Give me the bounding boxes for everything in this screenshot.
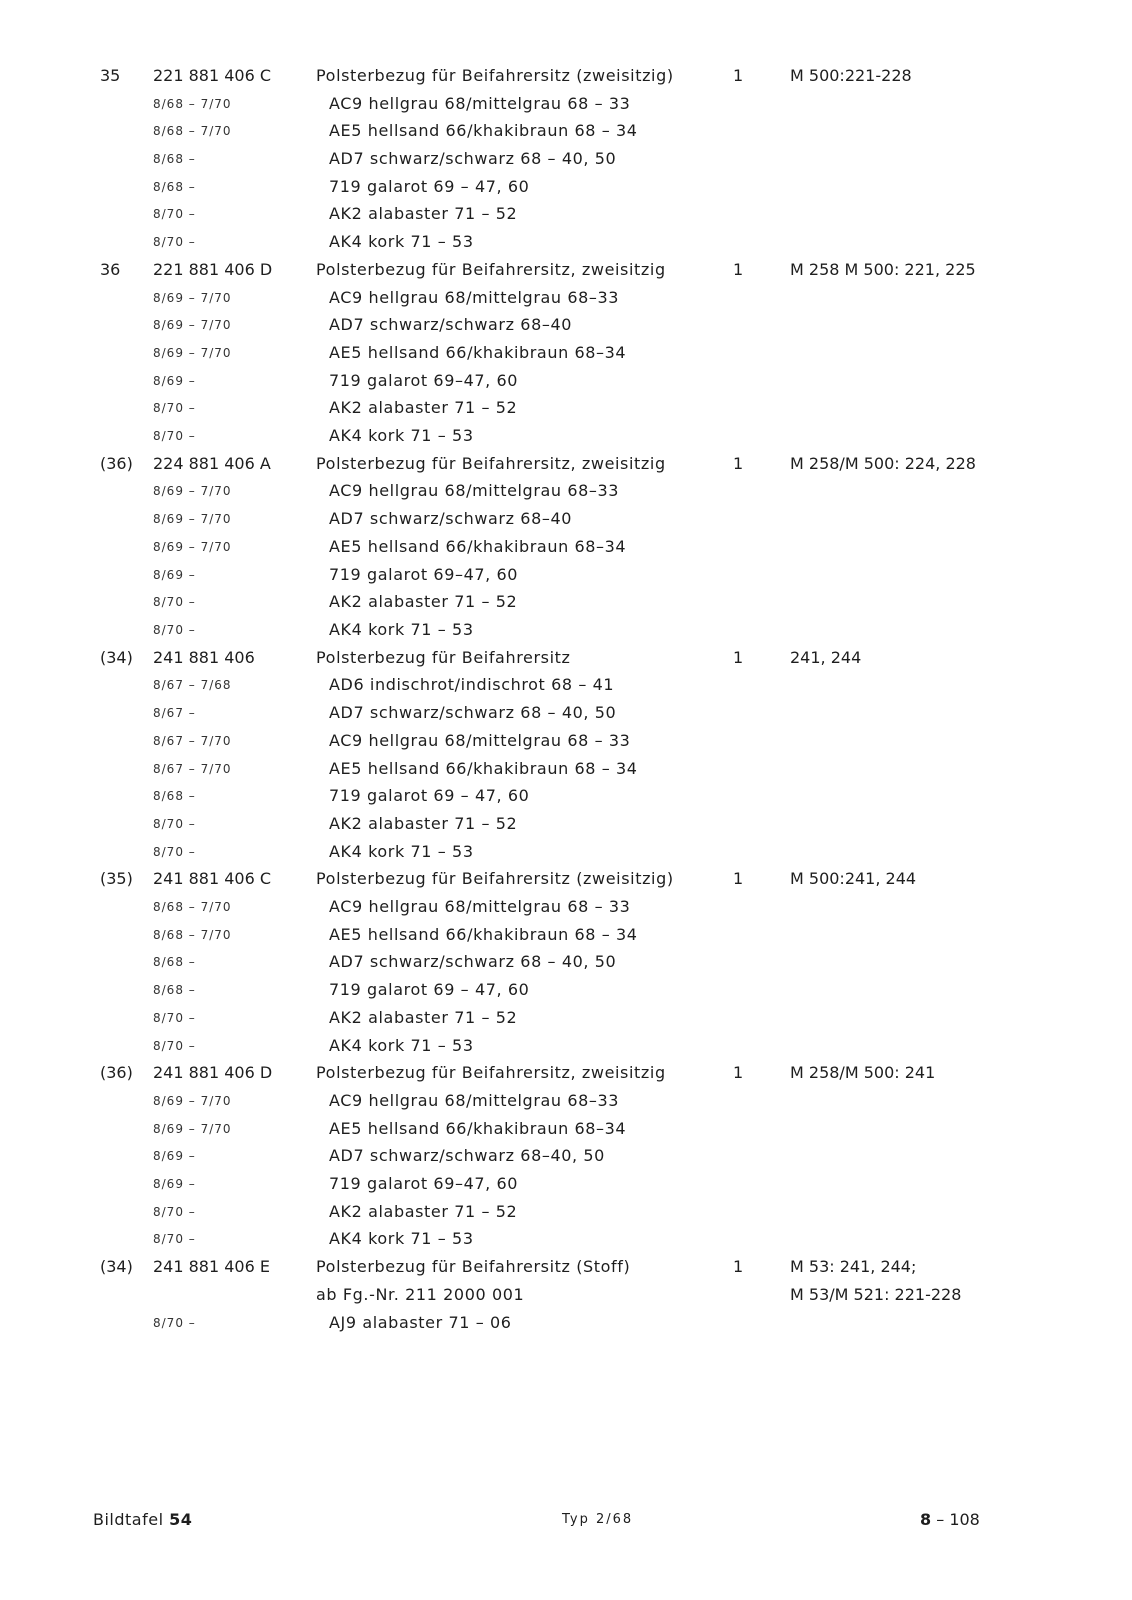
validity-date: 8/70 –: [153, 817, 196, 831]
validity-date: 8/70 –: [153, 595, 196, 609]
color-variant: AK4 kork 71 – 53: [329, 620, 474, 639]
color-variant-row: [0, 506, 1132, 532]
part-description: Polsterbezug für Beifahrersitz, zweisitzig: [316, 260, 666, 279]
part-number: 241 881 406 C: [153, 869, 272, 888]
part-number: 224 881 406 A: [153, 454, 271, 473]
part-entry: [0, 645, 1132, 671]
color-variant-row: [0, 977, 1132, 1003]
color-variant-row: [0, 783, 1132, 809]
validity-date: 8/67 – 7/70: [153, 734, 232, 748]
model-applicability-2: M 53/M 521: 221-228: [790, 1285, 962, 1304]
color-variant: AE5 hellsand 66/khakibraun 68–34: [329, 1119, 627, 1138]
validity-date: 8/70 –: [153, 235, 196, 249]
color-variant: 719 galarot 69 – 47, 60: [329, 980, 530, 999]
color-variant: AD6 indischrot/indischrot 68 – 41: [329, 675, 615, 694]
part-description: Polsterbezug für Beifahrersitz (Stoff): [316, 1257, 631, 1276]
part-entry: [0, 1060, 1132, 1086]
validity-date: 8/70 –: [153, 623, 196, 637]
color-variant-row: [0, 589, 1132, 615]
validity-date: 8/69 – 7/70: [153, 291, 232, 305]
color-variant-row: [0, 922, 1132, 948]
validity-date: 8/69 –: [153, 374, 196, 388]
color-variant: AC9 hellgrau 68/mittelgrau 68–33: [329, 1091, 620, 1110]
validity-date: 8/69 –: [153, 568, 196, 582]
color-variant: AJ9 alabaster 71 – 06: [329, 1313, 512, 1332]
color-variant: AK4 kork 71 – 53: [329, 232, 474, 251]
color-variant-row: [0, 1171, 1132, 1197]
part-number: 241 881 406 D: [153, 1063, 273, 1082]
color-variant: AC9 hellgrau 68/mittelgrau 68–33: [329, 481, 620, 500]
color-variant-row: [0, 229, 1132, 255]
part-number: 221 881 406 D: [153, 260, 273, 279]
color-variant-row: [0, 534, 1132, 560]
validity-date: 8/68 –: [153, 180, 196, 194]
validity-date: 8/69 – 7/70: [153, 318, 232, 332]
color-variant-row: [0, 1005, 1132, 1031]
color-variant-row: [0, 700, 1132, 726]
part-entry: [0, 451, 1132, 477]
part-number: 241 881 406: [153, 648, 255, 667]
color-variant-row: [0, 1116, 1132, 1142]
validity-date: 8/69 – 7/70: [153, 540, 232, 554]
color-variant: 719 galarot 69 – 47, 60: [329, 786, 530, 805]
position-number: (36): [100, 454, 133, 473]
footer-type: Typ 2/68: [562, 1512, 634, 1527]
color-variant: 719 galarot 69–47, 60: [329, 1174, 519, 1193]
color-variant-row: [0, 423, 1132, 449]
quantity: 1: [733, 1257, 744, 1276]
color-variant: ab Fg.-Nr. 211 2000 001: [316, 1285, 525, 1304]
part-number: 221 881 406 C: [153, 66, 272, 85]
footer-plate-number: 54: [169, 1510, 193, 1529]
position-number: 36: [100, 260, 121, 279]
color-variant-row: [0, 672, 1132, 698]
color-variant: AK2 alabaster 71 – 52: [329, 1008, 518, 1027]
position-number: 35: [100, 66, 121, 85]
color-variant-row: [0, 728, 1132, 754]
validity-date: 8/70 –: [153, 1232, 196, 1246]
color-variant-row: [0, 756, 1132, 782]
position-number: (34): [100, 648, 133, 667]
color-variant: AK2 alabaster 71 – 52: [329, 204, 518, 223]
validity-date: 8/67 – 7/70: [153, 762, 232, 776]
quantity: 1: [733, 260, 744, 279]
color-variant: AE5 hellsand 66/khakibraun 68–34: [329, 343, 627, 362]
validity-date: 8/69 – 7/70: [153, 1094, 232, 1108]
color-variant-row: [0, 1033, 1132, 1059]
color-variant: AD7 schwarz/schwarz 68 – 40, 50: [329, 952, 617, 971]
part-entry: [0, 866, 1132, 892]
model-applicability: M 500:221-228: [790, 66, 912, 85]
color-variant: AK4 kork 71 – 53: [329, 426, 474, 445]
validity-date: 8/68 – 7/70: [153, 124, 232, 138]
validity-date: 8/68 – 7/70: [153, 928, 232, 942]
validity-date: 8/68 –: [153, 983, 196, 997]
position-number: (36): [100, 1063, 133, 1082]
color-variant-row: [0, 285, 1132, 311]
part-description: Polsterbezug für Beifahrersitz, zweisitzig: [316, 454, 666, 473]
validity-date: 8/70 –: [153, 1039, 196, 1053]
model-applicability: M 258 M 500: 221, 225: [790, 260, 976, 279]
color-variant-row: [0, 91, 1132, 117]
color-variant-row: [0, 368, 1132, 394]
validity-date: 8/68 –: [153, 152, 196, 166]
color-variant: AK2 alabaster 71 – 52: [329, 814, 518, 833]
part-number: 241 881 406 E: [153, 1257, 270, 1276]
color-variant-row: [0, 201, 1132, 227]
color-variant: AE5 hellsand 66/khakibraun 68 – 34: [329, 121, 638, 140]
quantity: 1: [733, 454, 744, 473]
part-entry: [0, 1254, 1132, 1280]
color-variant: AC9 hellgrau 68/mittelgrau 68 – 33: [329, 731, 631, 750]
color-variant: AE5 hellsand 66/khakibraun 68 – 34: [329, 925, 638, 944]
quantity: 1: [733, 648, 744, 667]
color-variant: AD7 schwarz/schwarz 68–40, 50: [329, 1146, 605, 1165]
color-variant-row: [0, 811, 1132, 837]
color-variant-row: [0, 174, 1132, 200]
validity-date: 8/70 –: [153, 207, 196, 221]
color-variant: AK2 alabaster 71 – 52: [329, 1202, 518, 1221]
model-applicability: M 258/M 500: 224, 228: [790, 454, 976, 473]
footer-page-number: [920, 1510, 980, 1529]
color-variant: 719 galarot 69–47, 60: [329, 371, 519, 390]
quantity: 1: [733, 1063, 744, 1082]
part-entry: [0, 63, 1132, 89]
color-variant-row: [0, 949, 1132, 975]
validity-date: 8/70 –: [153, 401, 196, 415]
part-entry: [0, 257, 1132, 283]
color-variant-row: [0, 1310, 1132, 1336]
validity-date: 8/69 – 7/70: [153, 346, 232, 360]
model-applicability: M 53: 241, 244;: [790, 1257, 917, 1276]
color-variant: AD7 schwarz/schwarz 68 – 40, 50: [329, 703, 617, 722]
color-variant-row: [0, 562, 1132, 588]
footer-plate-label: Bildtafel: [93, 1510, 164, 1529]
color-variant-row: [0, 617, 1132, 643]
validity-date: 8/70 –: [153, 1205, 196, 1219]
position-number: (35): [100, 869, 133, 888]
validity-date: 8/69 – 7/70: [153, 1122, 232, 1136]
part-description: Polsterbezug für Beifahrersitz (zweisitzig): [316, 869, 674, 888]
footer-plate: [93, 1510, 192, 1529]
validity-date: 8/69 – 7/70: [153, 512, 232, 526]
validity-date: 8/68 –: [153, 955, 196, 969]
footer-section: 8: [920, 1510, 932, 1529]
color-variant-row: [0, 478, 1132, 504]
color-variant: AD7 schwarz/schwarz 68–40: [329, 509, 573, 528]
color-variant: 719 galarot 69–47, 60: [329, 565, 519, 584]
part-description: Polsterbezug für Beifahrersitz: [316, 648, 571, 667]
color-variant: AK4 kork 71 – 53: [329, 842, 474, 861]
validity-date: 8/68 –: [153, 789, 196, 803]
color-variant-row: [0, 894, 1132, 920]
validity-date: 8/70 –: [153, 429, 196, 443]
footer-page: – 108: [936, 1510, 980, 1529]
color-variant-row: [0, 1199, 1132, 1225]
validity-date: 8/67 –: [153, 706, 196, 720]
color-variant: AC9 hellgrau 68/mittelgrau 68–33: [329, 288, 620, 307]
color-variant-row: [0, 340, 1132, 366]
model-applicability: 241, 244: [790, 648, 862, 667]
quantity: 1: [733, 66, 744, 85]
color-variant: AK4 kork 71 – 53: [329, 1036, 474, 1055]
validity-date: 8/67 – 7/68: [153, 678, 232, 692]
color-variant: AK2 alabaster 71 – 52: [329, 592, 518, 611]
part-description: Polsterbezug für Beifahrersitz, zweisitzig: [316, 1063, 666, 1082]
color-variant: AD7 schwarz/schwarz 68 – 40, 50: [329, 149, 617, 168]
validity-date: 8/70 –: [153, 845, 196, 859]
color-variant: AD7 schwarz/schwarz 68–40: [329, 315, 573, 334]
validity-date: 8/69 – 7/70: [153, 484, 232, 498]
model-applicability: M 500:241, 244: [790, 869, 917, 888]
validity-date: 8/70 –: [153, 1316, 196, 1330]
validity-date: 8/69 –: [153, 1177, 196, 1191]
color-variant: AE5 hellsand 66/khakibraun 68 – 34: [329, 759, 638, 778]
color-variant-row: [0, 312, 1132, 338]
color-variant-row: [0, 1088, 1132, 1114]
validity-date: 8/68 – 7/70: [153, 900, 232, 914]
color-variant: AC9 hellgrau 68/mittelgrau 68 – 33: [329, 897, 631, 916]
color-variant: 719 galarot 69 – 47, 60: [329, 177, 530, 196]
color-variant-row: [0, 146, 1132, 172]
model-applicability: M 258/M 500: 241: [790, 1063, 936, 1082]
color-variant-row: [0, 1143, 1132, 1169]
color-variant: AK4 kork 71 – 53: [329, 1229, 474, 1248]
color-variant-row: [0, 839, 1132, 865]
validity-date: 8/69 –: [153, 1149, 196, 1163]
validity-date: 8/70 –: [153, 1011, 196, 1025]
color-variant: AK2 alabaster 71 – 52: [329, 398, 518, 417]
color-variant: AE5 hellsand 66/khakibraun 68–34: [329, 537, 627, 556]
validity-date: 8/68 – 7/70: [153, 97, 232, 111]
color-variant-row: [0, 395, 1132, 421]
color-variant: AC9 hellgrau 68/mittelgrau 68 – 33: [329, 94, 631, 113]
quantity: 1: [733, 869, 744, 888]
color-variant-row: [0, 118, 1132, 144]
position-number: (34): [100, 1257, 133, 1276]
part-description: Polsterbezug für Beifahrersitz (zweisitzig): [316, 66, 674, 85]
color-variant-row: [0, 1226, 1132, 1252]
color-variant-row: [0, 1282, 1132, 1308]
